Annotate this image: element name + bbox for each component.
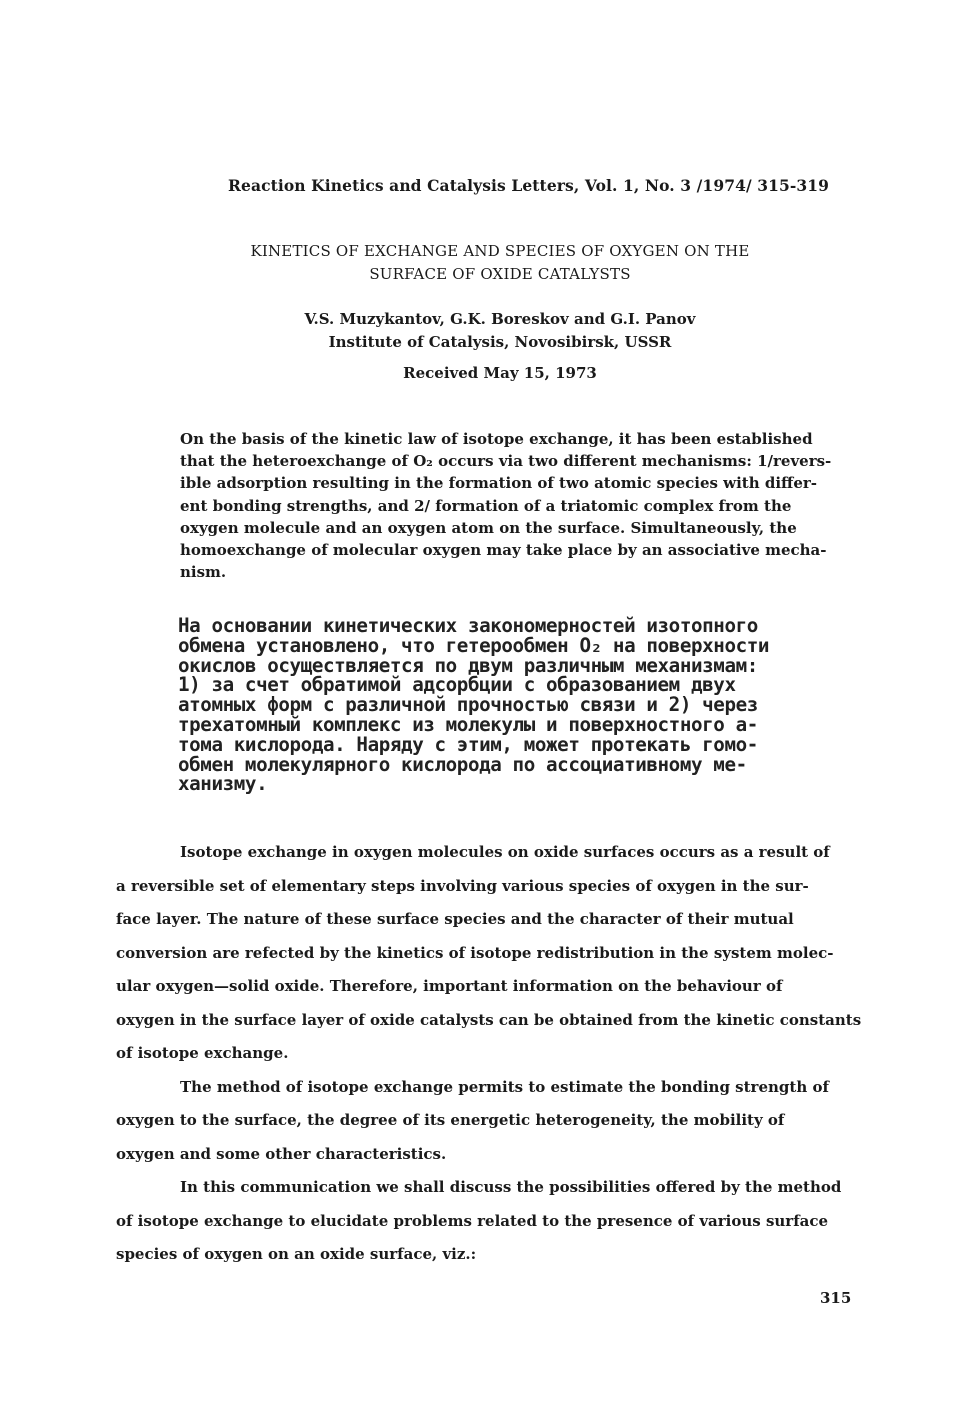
body-line: The method of isotope exchange permits to estimate the bonding strength of	[180, 1077, 829, 1096]
body-line: oxygen and some other characteristics.	[116, 1144, 447, 1163]
body-line: conversion are refected by the kinetics of isotope redistribution in the system molec-	[116, 943, 834, 962]
received-date: Received May 15, 1973	[403, 364, 597, 382]
abstract-line: On the basis of the kinetic law of isotope exchange, it has been established	[180, 430, 813, 448]
abstract-line: nism.	[180, 563, 227, 582]
author-block	[120, 308, 880, 354]
body-line: of isotope exchange.	[116, 1044, 289, 1062]
abstract-ru-line: атомных форм с различной прочностью связи и 2) через	[178, 693, 758, 717]
abstract-ru-line: обмена установлено, что гетерообмен O₂ на поверхности	[178, 633, 770, 657]
abstract-line: oxygen molecule and an oxygen atom on the surface. Simultaneously, the	[180, 518, 797, 537]
abstract-line: ent bonding strengths, and 2/ formation of a triatomic complex from the	[180, 496, 792, 515]
body-line: Isotope exchange in oxygen molecules on oxide surfaces occurs as a result of	[180, 843, 830, 861]
body-line: species of oxygen on an oxide surface, viz.:	[116, 1245, 477, 1263]
abstract-line: that the heteroexchange of O₂ occurs via two different mechanisms: 1/revers-	[180, 452, 832, 471]
body-line: of isotope exchange to elucidate problems related to the presence of various surface	[116, 1211, 829, 1230]
abstract-line: ible adsorption resulting in the formation of two atomic species with differ-	[180, 474, 818, 493]
paper-title	[120, 240, 880, 286]
body-line: face layer. The nature of these surface species and the character of their mutual	[116, 910, 794, 928]
journal-header: Reaction Kinetics and Catalysis Letters, Vol. 1, No. 3 /1974/ 315-319	[228, 176, 830, 195]
title-line: SURFACE OF OXIDE CATALYSTS	[369, 265, 631, 283]
abstract-ru-line: На основании кинетических закономерностей изотопного	[178, 614, 758, 637]
abstract-russian	[178, 616, 828, 794]
abstract-ru-line: трехатомный комплекс из молекулы и поверхностного а-	[178, 712, 758, 736]
author-names: V.S. Muzykantov, G.K. Boreskov and G.I. Panov	[304, 310, 696, 328]
abstract-ru-line: 1) за счет обратимой адсорбции с образованием двух	[178, 673, 736, 697]
abstract-ru-line: окислов осуществляется по двум различным механизмам:	[178, 653, 758, 677]
body-line: ular oxygen—solid oxide. Therefore, important information on the behaviour of	[116, 977, 783, 995]
abstract-ru-line: тома кислорода. Наряду с этим, может протекать гомо-	[178, 732, 758, 756]
abstract-ru-line: ханизму.	[178, 772, 268, 796]
body-line: oxygen to the surface, the degree of its energetic heterogeneity, the mobility of	[116, 1111, 785, 1129]
author-affiliation: Institute of Catalysis, Novosibirsk, USSR	[328, 333, 672, 351]
body-line: oxygen in the surface layer of oxide catalysts can be obtained from the kinetic constants	[116, 1010, 862, 1029]
abstract-line: homoexchange of molecular oxygen may take place by an associative mecha-	[180, 541, 827, 560]
abstract-english	[180, 428, 860, 583]
abstract-ru-line: обмен молекулярного кислорода по ассоциативному ме-	[178, 752, 747, 776]
body-line: In this communication we shall discuss the possibilities offered by the method	[180, 1178, 842, 1196]
title-line: KINETICS OF EXCHANGE AND SPECIES OF OXYGEN ON THE	[250, 242, 750, 260]
page-number: 315	[820, 1289, 852, 1307]
body-text	[116, 836, 862, 1272]
body-line: a reversible set of elementary steps involving various species of oxygen in the sur-	[116, 876, 809, 895]
